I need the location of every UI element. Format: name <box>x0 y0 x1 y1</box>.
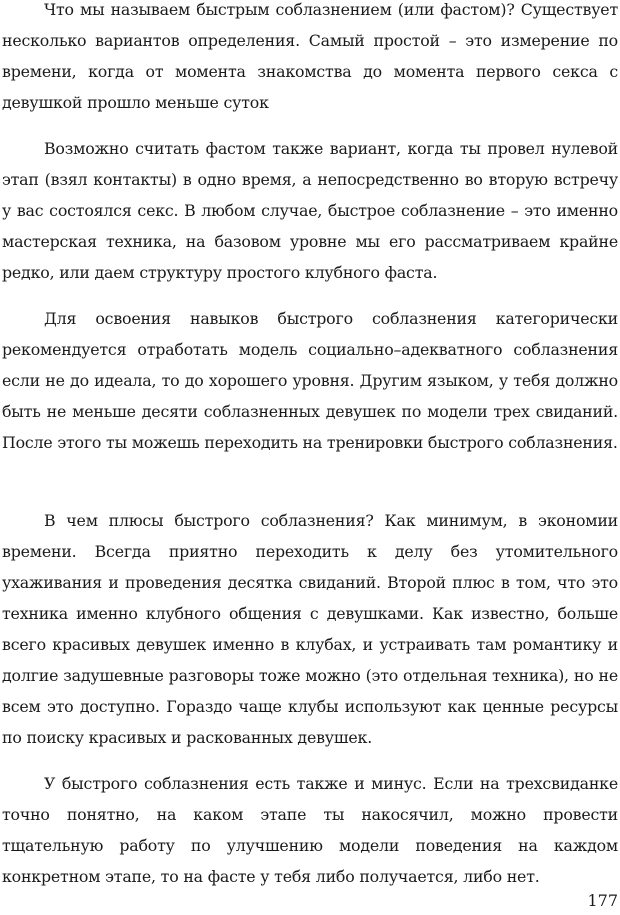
paragraph-advantages: В чем плюсы быстрого соблазнения? Как минимум, в экономии времени. Всегда приятно переходить к делу без утомительного ухаживания и проведения десятка свиданий. Второй плюс в том, что это техника именно клубного общения с девушками. Как известно, больше всего красивых девушек именно в клубах, и устраивать там романтику и долгие задушевные разговоры тоже можно (это отдельная техника), но не всем это доступно. Гораздо чаще клубы используют как ценные ресурсы по поиску красивых и раскованных девушек. <box>2 511 618 747</box>
paragraph-disadvantages: У быстрого соблазнения есть также и минус. Если на трехсвиданке точно понятно, на каком этапе ты накосячил, можно провести тщательную работу по улучшению модели поведения на каждом конкретном этапе, то на фасте у тебя либо получается, либо нет. <box>2 774 618 886</box>
paragraph-fast-variant: Возможно считать фастом также вариант, когда ты провел нулевой этап (взял контакты) в одно время, а непосредственно во вторую встречу у вас состоялся секс. В любом случае, быстрое соблазнение – это именно мастерская техника, на базовом уровне мы его рассматриваем крайне редко, или даем структуру простого клубного фаста. <box>2 139 618 282</box>
page-number: 177 <box>587 891 618 910</box>
paragraph-fast-definition: Что мы называем быстрым соблазнением (или фастом)? Существует несколько вариантов определения. Самый простой – это измерение по времени, когда от момента знакомства до момента первого секса с девушкой прошло меньше суток <box>2 0 618 112</box>
paragraph-skill-requirements: Для освоения навыков быстрого соблазнения категорически рекомендуется отработать модель социально–адекватного соблазнения если не до идеала, то до хорошего уровня. Другим языком, у тебя должно быть не меньше десяти соблазненных девушек по модели трех свиданий. После этого ты можешь переходить на тренировки быстрого соблазнения. <box>2 309 618 452</box>
